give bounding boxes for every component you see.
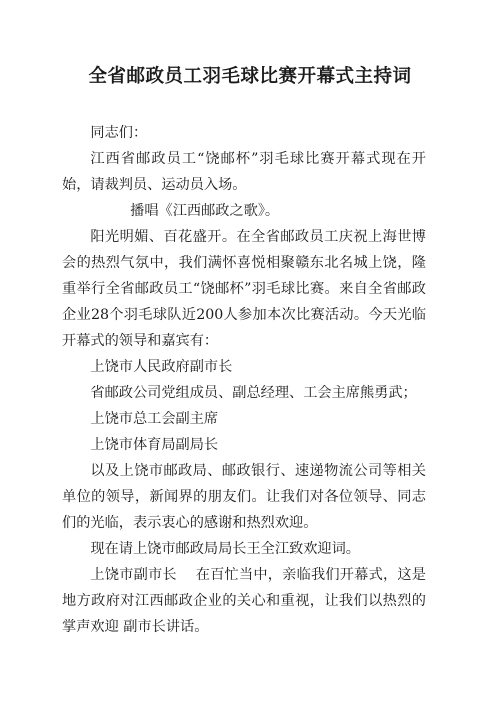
guest-line: 上饶市人民政府副市长: [90, 359, 233, 375]
opening-paragraph: 江西省邮政员工“饶邮杯”羽毛球比赛开幕式现在开始，请裁判员、运动员入场。: [62, 151, 426, 193]
song-line: 播唱《江西邮政之歌》。: [130, 203, 280, 219]
guest-line: 上饶市总工会副主席: [90, 411, 219, 427]
welcome-speech-line: 现在请上饶市邮政局局长王全江致欢迎词。: [90, 541, 360, 557]
document-body: [62, 120, 426, 640]
thanks-paragraph: 以及上饶市邮政局、邮政银行、速递物流公司等相关单位的领导，新闻界的朋友们。让我们对各位领导、同志们的光临，表示衷心的感谢和热烈欢迎。: [62, 463, 426, 531]
vice-mayor-paragraph: 上饶市副市长 在百忙当中，亲临我们开幕式，这是地方政府对江西邮政企业的关心和重视，让我们以热烈的掌声欢迎 副市长讲话。: [62, 567, 426, 635]
intro-paragraph: 阳光明媚、百花盛开。在全省邮政员工庆祝上海世博会的热烈气氛中，我们满怀喜悦相聚赣东北名城上饶，隆重举行全省邮政员工“饶邮杯”羽毛球比赛。来自全省邮政企业28个羽毛球队近200人参加本次比赛活动。今天光临开幕式的领导和嘉宾有：: [62, 229, 426, 349]
guest-line: 省邮政公司党组成员、副总经理、工会主席熊勇武；: [90, 385, 417, 401]
salutation: 同志们：: [90, 125, 148, 141]
guest-line: 上饶市体育局副局长: [90, 437, 219, 453]
document-title: 全省邮政员工羽毛球比赛开幕式主持词: [88, 66, 412, 87]
